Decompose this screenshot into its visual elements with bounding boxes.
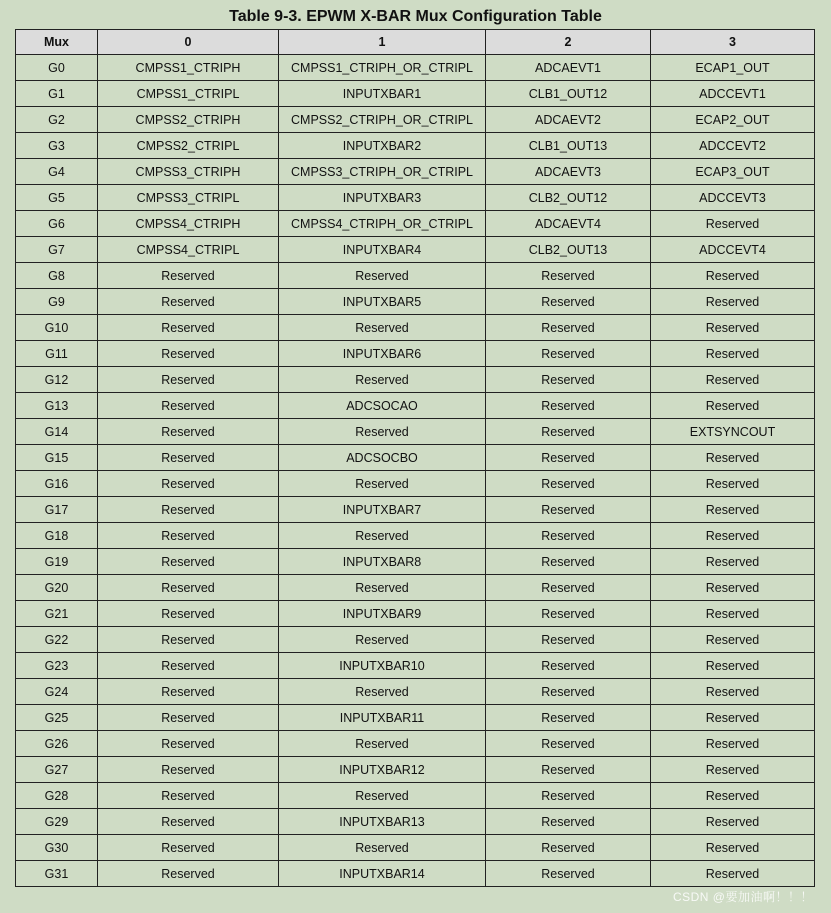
table-title: Table 9-3. EPWM X-BAR Mux Configuration Table <box>229 8 602 25</box>
table-row <box>16 653 815 679</box>
col2-cell: Reserved <box>486 653 651 679</box>
col0-cell: Reserved <box>98 523 279 549</box>
table-row <box>16 575 815 601</box>
col1-cell: Reserved <box>279 523 486 549</box>
mux-cell: G10 <box>16 315 98 341</box>
column-header-1: 1 <box>279 30 486 55</box>
col1-cell: INPUTXBAR1 <box>279 81 486 107</box>
col0-cell: Reserved <box>98 575 279 601</box>
col0-cell: Reserved <box>98 315 279 341</box>
col3-cell: Reserved <box>651 627 815 653</box>
mux-cell: G24 <box>16 679 98 705</box>
table-row <box>16 627 815 653</box>
col0-cell: Reserved <box>98 783 279 809</box>
col2-cell: CLB1_OUT13 <box>486 133 651 159</box>
table-body <box>16 55 815 887</box>
table-row <box>16 419 815 445</box>
col1-cell: INPUTXBAR12 <box>279 757 486 783</box>
col3-cell: Reserved <box>651 679 815 705</box>
mux-cell: G25 <box>16 705 98 731</box>
col1-cell: Reserved <box>279 419 486 445</box>
col3-cell: Reserved <box>651 523 815 549</box>
table-row <box>16 835 815 861</box>
col2-cell: Reserved <box>486 757 651 783</box>
col1-cell: INPUTXBAR7 <box>279 497 486 523</box>
col2-cell: Reserved <box>486 367 651 393</box>
col1-cell: INPUTXBAR9 <box>279 601 486 627</box>
table-row <box>16 341 815 367</box>
mux-cell: G7 <box>16 237 98 263</box>
col2-cell: Reserved <box>486 289 651 315</box>
table-row <box>16 315 815 341</box>
table-row <box>16 809 815 835</box>
col0-cell: CMPSS2_CTRIPH <box>98 107 279 133</box>
col3-cell: Reserved <box>651 783 815 809</box>
col1-cell: INPUTXBAR2 <box>279 133 486 159</box>
col3-cell: Reserved <box>651 289 815 315</box>
col2-cell: Reserved <box>486 731 651 757</box>
mux-cell: G26 <box>16 731 98 757</box>
col0-cell: CMPSS4_CTRIPH <box>98 211 279 237</box>
table-row <box>16 549 815 575</box>
col1-cell: Reserved <box>279 575 486 601</box>
mux-cell: G17 <box>16 497 98 523</box>
col3-cell: ADCCEVT4 <box>651 237 815 263</box>
mux-cell: G11 <box>16 341 98 367</box>
table-row <box>16 783 815 809</box>
col0-cell: CMPSS3_CTRIPH <box>98 159 279 185</box>
col3-cell: Reserved <box>651 861 815 887</box>
mux-cell: G29 <box>16 809 98 835</box>
col1-cell: INPUTXBAR3 <box>279 185 486 211</box>
table-row <box>16 601 815 627</box>
col3-cell: Reserved <box>651 471 815 497</box>
col0-cell: Reserved <box>98 419 279 445</box>
mux-cell: G5 <box>16 185 98 211</box>
col2-cell: Reserved <box>486 497 651 523</box>
mux-cell: G13 <box>16 393 98 419</box>
col0-cell: CMPSS4_CTRIPL <box>98 237 279 263</box>
table-row <box>16 497 815 523</box>
col3-cell: Reserved <box>651 445 815 471</box>
mux-cell: G16 <box>16 471 98 497</box>
mux-cell: G0 <box>16 55 98 81</box>
table-row <box>16 237 815 263</box>
col1-cell: Reserved <box>279 783 486 809</box>
col1-cell: INPUTXBAR14 <box>279 861 486 887</box>
mux-cell: G20 <box>16 575 98 601</box>
col3-cell: Reserved <box>651 653 815 679</box>
col2-cell: CLB1_OUT12 <box>486 81 651 107</box>
mux-cell: G22 <box>16 627 98 653</box>
col3-cell: Reserved <box>651 705 815 731</box>
col1-cell: Reserved <box>279 263 486 289</box>
table-row <box>16 861 815 887</box>
col0-cell: Reserved <box>98 393 279 419</box>
table-row <box>16 81 815 107</box>
col2-cell: Reserved <box>486 809 651 835</box>
mux-cell: G3 <box>16 133 98 159</box>
col1-cell: Reserved <box>279 367 486 393</box>
col3-cell: EXTSYNCOUT <box>651 419 815 445</box>
table-row <box>16 731 815 757</box>
col3-cell: ECAP3_OUT <box>651 159 815 185</box>
table-row <box>16 705 815 731</box>
col3-cell: Reserved <box>651 835 815 861</box>
col0-cell: Reserved <box>98 497 279 523</box>
table-row <box>16 185 815 211</box>
mux-cell: G21 <box>16 601 98 627</box>
col0-cell: Reserved <box>98 757 279 783</box>
col2-cell: Reserved <box>486 575 651 601</box>
mux-cell: G14 <box>16 419 98 445</box>
col1-cell: Reserved <box>279 315 486 341</box>
col3-cell: ADCCEVT3 <box>651 185 815 211</box>
col3-cell: Reserved <box>651 393 815 419</box>
col3-cell: ECAP2_OUT <box>651 107 815 133</box>
col0-cell: Reserved <box>98 653 279 679</box>
col1-cell: Reserved <box>279 679 486 705</box>
col1-cell: Reserved <box>279 731 486 757</box>
col2-cell: CLB2_OUT13 <box>486 237 651 263</box>
column-header-0: 0 <box>98 30 279 55</box>
mux-cell: G1 <box>16 81 98 107</box>
col1-cell: Reserved <box>279 471 486 497</box>
col0-cell: Reserved <box>98 705 279 731</box>
table-row <box>16 367 815 393</box>
table-row <box>16 523 815 549</box>
col1-cell: INPUTXBAR11 <box>279 705 486 731</box>
col1-cell: INPUTXBAR4 <box>279 237 486 263</box>
col0-cell: Reserved <box>98 731 279 757</box>
col2-cell: Reserved <box>486 523 651 549</box>
col3-cell: Reserved <box>651 315 815 341</box>
mux-cell: G6 <box>16 211 98 237</box>
table-row <box>16 289 815 315</box>
col1-cell: Reserved <box>279 835 486 861</box>
col2-cell: Reserved <box>486 601 651 627</box>
col0-cell: Reserved <box>98 549 279 575</box>
table-row <box>16 445 815 471</box>
mux-cell: G8 <box>16 263 98 289</box>
col3-cell: Reserved <box>651 731 815 757</box>
col0-cell: Reserved <box>98 445 279 471</box>
col3-cell: Reserved <box>651 211 815 237</box>
col3-cell: Reserved <box>651 809 815 835</box>
mux-cell: G15 <box>16 445 98 471</box>
col3-cell: ADCCEVT2 <box>651 133 815 159</box>
col3-cell: Reserved <box>651 601 815 627</box>
mux-config-table <box>15 29 815 887</box>
col2-cell: Reserved <box>486 549 651 575</box>
col2-cell: CLB2_OUT12 <box>486 185 651 211</box>
mux-cell: G31 <box>16 861 98 887</box>
col3-cell: Reserved <box>651 263 815 289</box>
col0-cell: Reserved <box>98 627 279 653</box>
col2-cell: Reserved <box>486 419 651 445</box>
table-row <box>16 55 815 81</box>
col2-cell: Reserved <box>486 315 651 341</box>
col2-cell: Reserved <box>486 471 651 497</box>
col0-cell: Reserved <box>98 367 279 393</box>
col0-cell: Reserved <box>98 289 279 315</box>
mux-cell: G9 <box>16 289 98 315</box>
table-row <box>16 263 815 289</box>
col3-cell: Reserved <box>651 367 815 393</box>
col0-cell: Reserved <box>98 471 279 497</box>
mux-cell: G27 <box>16 757 98 783</box>
col1-cell: CMPSS4_CTRIPH_OR_CTRIPL <box>279 211 486 237</box>
col0-cell: CMPSS3_CTRIPL <box>98 185 279 211</box>
col1-cell: CMPSS3_CTRIPH_OR_CTRIPL <box>279 159 486 185</box>
table-row <box>16 159 815 185</box>
table-header-row <box>16 30 815 55</box>
col2-cell: ADCAEVT1 <box>486 55 651 81</box>
col1-cell: INPUTXBAR6 <box>279 341 486 367</box>
col1-cell: CMPSS1_CTRIPH_OR_CTRIPL <box>279 55 486 81</box>
col0-cell: Reserved <box>98 341 279 367</box>
col1-cell: Reserved <box>279 627 486 653</box>
col3-cell: Reserved <box>651 575 815 601</box>
table-row <box>16 211 815 237</box>
column-header-2: 2 <box>486 30 651 55</box>
mux-cell: G28 <box>16 783 98 809</box>
table-row <box>16 757 815 783</box>
col0-cell: Reserved <box>98 861 279 887</box>
col0-cell: Reserved <box>98 679 279 705</box>
col0-cell: CMPSS2_CTRIPL <box>98 133 279 159</box>
col0-cell: Reserved <box>98 809 279 835</box>
col1-cell: CMPSS2_CTRIPH_OR_CTRIPL <box>279 107 486 133</box>
col3-cell: Reserved <box>651 497 815 523</box>
col3-cell: Reserved <box>651 549 815 575</box>
col2-cell: Reserved <box>486 393 651 419</box>
col1-cell: INPUTXBAR13 <box>279 809 486 835</box>
column-header-3: 3 <box>651 30 815 55</box>
mux-cell: G4 <box>16 159 98 185</box>
col3-cell: ECAP1_OUT <box>651 55 815 81</box>
col0-cell: Reserved <box>98 263 279 289</box>
table-row <box>16 679 815 705</box>
table-row <box>16 107 815 133</box>
col2-cell: Reserved <box>486 705 651 731</box>
table-row <box>16 133 815 159</box>
mux-cell: G18 <box>16 523 98 549</box>
col2-cell: Reserved <box>486 627 651 653</box>
col0-cell: CMPSS1_CTRIPH <box>98 55 279 81</box>
mux-cell: G23 <box>16 653 98 679</box>
watermark: CSDN @要加油啊！！！ <box>672 890 813 904</box>
table-row <box>16 471 815 497</box>
table-row <box>16 393 815 419</box>
column-header-mux: Mux <box>16 30 98 55</box>
col3-cell: Reserved <box>651 757 815 783</box>
col2-cell: Reserved <box>486 341 651 367</box>
col3-cell: Reserved <box>651 341 815 367</box>
col0-cell: Reserved <box>98 835 279 861</box>
col2-cell: Reserved <box>486 679 651 705</box>
col2-cell: ADCAEVT3 <box>486 159 651 185</box>
mux-cell: G12 <box>16 367 98 393</box>
col2-cell: ADCAEVT2 <box>486 107 651 133</box>
col3-cell: ADCCEVT1 <box>651 81 815 107</box>
col2-cell: ADCAEVT4 <box>486 211 651 237</box>
col2-cell: Reserved <box>486 783 651 809</box>
col2-cell: Reserved <box>486 445 651 471</box>
col1-cell: ADCSOCBO <box>279 445 486 471</box>
col2-cell: Reserved <box>486 263 651 289</box>
col0-cell: Reserved <box>98 601 279 627</box>
col1-cell: ADCSOCAO <box>279 393 486 419</box>
mux-cell: G2 <box>16 107 98 133</box>
col2-cell: Reserved <box>486 835 651 861</box>
mux-cell: G19 <box>16 549 98 575</box>
col2-cell: Reserved <box>486 861 651 887</box>
mux-cell: G30 <box>16 835 98 861</box>
col1-cell: INPUTXBAR10 <box>279 653 486 679</box>
col0-cell: CMPSS1_CTRIPL <box>98 81 279 107</box>
col1-cell: INPUTXBAR8 <box>279 549 486 575</box>
col1-cell: INPUTXBAR5 <box>279 289 486 315</box>
